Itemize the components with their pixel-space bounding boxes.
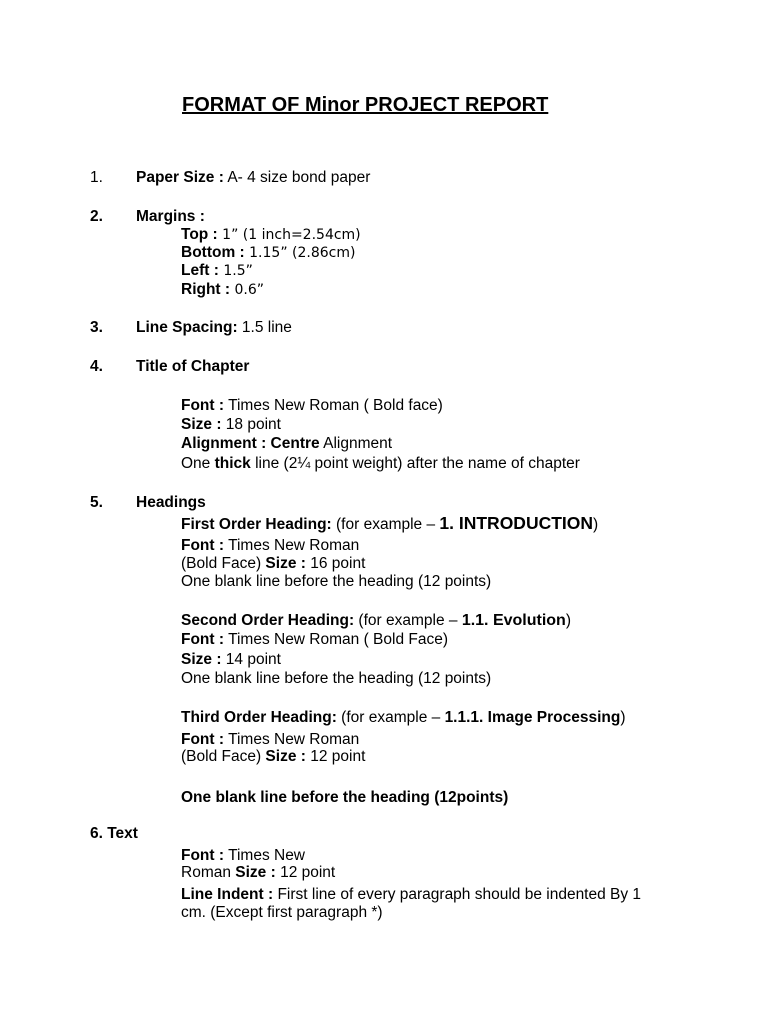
third-order-label: Third Order Heading:	[181, 709, 337, 726]
third-order-size-line	[181, 748, 365, 766]
chapter-size-line	[181, 416, 281, 434]
text-font-value: Times New	[224, 847, 306, 864]
second-order-size-label: Size :	[181, 651, 222, 668]
bold-face-note: (Bold Face)	[181, 748, 266, 765]
second-order-size-value: 14 point	[221, 651, 281, 668]
paper-size-label: Paper Size :	[136, 169, 224, 186]
line-indent-line	[181, 886, 641, 904]
margin-top-line	[181, 226, 361, 244]
example-suffix: )	[593, 516, 599, 533]
first-order-label: First Order Heading:	[181, 516, 332, 533]
item-number: 2.	[90, 208, 103, 225]
text-font-continued: Roman	[181, 864, 236, 881]
chapter-font-label: Font :	[181, 397, 225, 414]
second-order-font-label: Font :	[181, 631, 225, 648]
first-order-font-value: Times New Roman	[224, 537, 360, 554]
margin-top-label: Top :	[181, 226, 218, 243]
line-spacing-line	[136, 319, 292, 337]
example-prefix: (for example –	[331, 516, 440, 533]
third-order-blank-line: One blank line before the heading (12points)	[181, 789, 509, 806]
second-order-font-line	[181, 631, 448, 649]
first-order-example: 1. INTRODUCTION	[439, 513, 594, 533]
third-order-size-label: Size :	[265, 748, 306, 765]
line-spacing-label: Line Spacing:	[136, 319, 238, 336]
margin-bottom-line	[181, 244, 355, 262]
margin-top-value: 1” (1 inch=2.54cm)	[217, 227, 361, 243]
second-order-font-value: Times New Roman ( Bold Face)	[224, 631, 449, 648]
example-prefix: (for example –	[336, 709, 445, 726]
line-indent-continued: cm. (Except first paragraph *)	[181, 904, 383, 921]
headings-label: Headings	[136, 494, 206, 511]
margin-left-line	[181, 262, 253, 280]
margin-right-value: 0.6”	[230, 282, 265, 298]
bold-face-note: (Bold Face)	[181, 555, 266, 572]
second-order-heading-line	[181, 612, 571, 630]
page-title: FORMAT OF Minor PROJECT REPORT	[182, 94, 549, 116]
text-size-label: Size :	[235, 864, 276, 881]
chapter-size-value: 18 point	[221, 416, 281, 433]
text-section-label: 6. Text	[90, 825, 138, 842]
note-text: line (2¼ point weight) after the name of chapter	[250, 455, 580, 472]
chapter-alignment-label: Alignment : Centre	[181, 435, 320, 452]
chapter-size-label: Size :	[181, 416, 222, 433]
chapter-font-value: Times New Roman ( Bold face)	[224, 397, 443, 414]
first-order-size-line	[181, 555, 365, 573]
example-suffix: )	[565, 612, 571, 629]
first-order-heading-line	[181, 512, 598, 536]
margin-right-line	[181, 281, 264, 299]
margin-left-value: 1.5”	[218, 263, 253, 279]
third-order-font-value: Times New Roman	[224, 731, 360, 748]
margin-left-label: Left :	[181, 262, 219, 279]
second-order-blank-line: One blank line before the heading (12 points)	[181, 670, 492, 687]
line-indent-label: Line Indent :	[181, 886, 274, 903]
margins-label: Margins :	[136, 208, 205, 225]
example-prefix: (for example –	[354, 612, 462, 629]
text-size-line	[181, 864, 335, 882]
item-number: 1.	[90, 169, 103, 186]
third-order-heading-line	[181, 709, 626, 727]
item-number: 3.	[90, 319, 103, 336]
second-order-label: Second Order Heading:	[181, 612, 355, 629]
first-order-size-label: Size :	[265, 555, 306, 572]
chapter-title-label: Title of Chapter	[136, 358, 250, 375]
margin-bottom-value: 1.15” (2.86cm)	[244, 245, 356, 261]
chapter-alignment-line	[181, 435, 392, 453]
second-order-size-line	[181, 651, 281, 669]
note-bold: thick	[214, 455, 251, 472]
third-order-size-value: 12 point	[305, 748, 366, 765]
third-order-example: 1.1.1. Image Processing	[444, 709, 621, 726]
third-order-font-line	[181, 731, 359, 749]
margin-right-label: Right :	[181, 281, 231, 298]
chapter-thick-line-note	[181, 455, 580, 473]
item-number: 4.	[90, 358, 103, 375]
first-order-size-value: 16 point	[305, 555, 366, 572]
text-font-label: Font :	[181, 847, 225, 864]
example-suffix: )	[620, 709, 626, 726]
third-order-font-label: Font :	[181, 731, 225, 748]
first-order-font-label: Font :	[181, 537, 225, 554]
line-spacing-value: 1.5 line	[237, 319, 292, 336]
first-order-font-line	[181, 537, 359, 555]
paper-size-line	[136, 169, 370, 187]
chapter-alignment-value: Alignment	[319, 435, 393, 452]
text-size-value: 12 point	[275, 864, 336, 881]
item-number: 5.	[90, 494, 103, 511]
paper-size-value: A- 4 size bond paper	[223, 169, 371, 186]
second-order-example: 1.1. Evolution	[461, 612, 566, 629]
line-indent-value: First line of every paragraph should be indented By 1	[273, 886, 642, 903]
first-order-blank-line: One blank line before the heading (12 points)	[181, 573, 492, 590]
margin-bottom-label: Bottom :	[181, 244, 245, 261]
text-font-line	[181, 847, 305, 865]
note-text: One	[181, 455, 215, 472]
chapter-font-line	[181, 397, 443, 415]
